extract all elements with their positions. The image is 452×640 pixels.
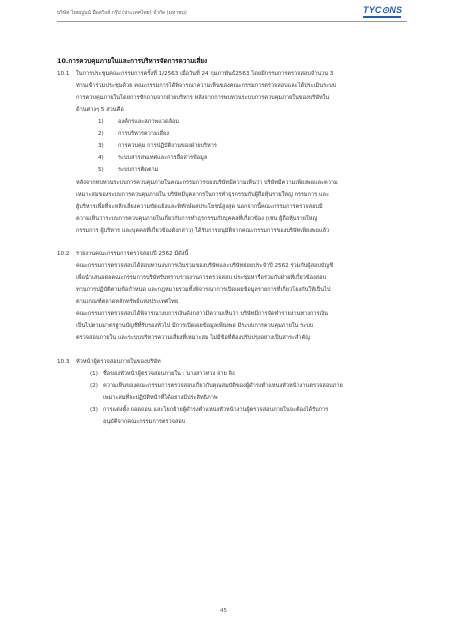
paragraph-line: ในการประชุมคณะกรรมการครั้งที่ 1/2563 เมื่อวันที่ 24 กุมภาพันธ์2563 โดยมีกรรมการตรวจสอบจำนวน 3 <box>76 71 334 77</box>
paragraph-line: ท่านเข้าร่วมประชุมด้วย คณะกรรมการได้พิจารณาความเห็นของคณะกรรมการตรวจสอบและได้ประเมินระบบ <box>76 83 337 89</box>
paragraph-line: ทานการปฏิบัติตามข้อกำหนด และกฎหมายรวมทั้งพิจารณาการเปิดเผยข้อมูลรายการที่เกี่ยวโยงกันให้เป็นไป <box>76 287 331 293</box>
list-item-number: (3) <box>90 407 98 413</box>
list-item: ความเห็นของคณะกรรมการตรวจสอบเกี่ยวกับคุณสมบัติของผู้ดำรงตำแหน่งหัวหน้างานตรวจสอบภาย <box>103 383 343 389</box>
paragraph-line: รายงานคณะกรรมการตรวจสอบปี 2562 มีดังนี้ <box>76 251 189 257</box>
list-item-number: 5) <box>98 167 104 173</box>
section-title: 10.การควบคุมภายในและการบริหารจัดการความเสี่ยง <box>57 57 208 65</box>
paragraph-line: ผู้บริหารเพื่อที่จะหลีกเลี่ยงความขัดแย้งและพิทักษ์ผลประโยชน์สูงสุด นอกจากนี้คณะกรรมการตรวจสอบมี <box>76 204 323 210</box>
subsection-number: 10.3 <box>57 359 70 365</box>
paragraph-line: ตามเกณฑ์ตลาดหลักทรัพย์แห่งประเทศไทย <box>76 299 179 305</box>
paragraph-line: เพื่อนำเสนอต่อคณะกรรมการบริษัทรับทราบรายงานการตรวจสอบ ประชุมหารือร่วมกับฝ่ายที่เกี่ยวข้องสอบ <box>76 275 327 281</box>
paragraph-line: ตรวจสอบภายใน และระบบบริหารความเสี่ยงที่เหมาะสม ไม่มีข้อที่ต้องปรับปรุงอย่างเป็นสาระสำคัญ <box>76 335 310 341</box>
paragraph-line: คณะกรรมการตรวจสอบได้พิจารณางบการเงินดังกล่าวมีความเห็นว่า บริษัทมีการจัดทำรายงานทางการเงิน <box>76 311 329 317</box>
company-logo: TYC⊙NS <box>363 5 403 15</box>
header-company-name: บริษัท ไทยญูนน์ มือสวิ่งส์ กรุ๊ป (ประเทศไทย) จำกัด (มหาชน) <box>57 10 187 16</box>
paragraph-line: เหมาะสมของระบบการควบคุมภายใน บริษัทมีบุคลากรในการทำธุรกรรมกับผู้ถือหุ้นรายใหญ่ กรรมการ และ <box>76 192 329 198</box>
list-item-continuation: อนุมัติจากคณะกรรมการตรวจสอบ <box>103 419 186 425</box>
list-item: ระบบการติดตาม <box>118 167 159 173</box>
paragraph-line: ความเห็นว่าระบบการควบคุมภายในเกี่ยวกับการทำธุรกรรมกับบุคคลที่เกี่ยวข้อง (เช่น ผู้ถือหุ้นรายใหญ่ <box>76 216 318 222</box>
paragraph-line: กรรมการ ผู้บริหาร และบุคคลที่เกี่ยวข้องดังกล่าว) ได้รับการอนุมัติจากคณะกรรมการของบริษัทเพียงพอแล้ว <box>76 228 330 234</box>
logo-underline <box>363 16 401 18</box>
paragraph-line: การควบคุมภายในโดยการซักถามจากฝ่ายบริหาร หลังจากการพบทวนระบบการควบคุมภายในของบริษัทใน <box>76 95 330 101</box>
header-divider <box>57 21 407 22</box>
list-item: การควบคุม การปฏิบัติงานของฝ่ายบริหาร <box>118 143 217 149</box>
list-item-number: 2) <box>98 131 104 137</box>
list-item: การบริหารความเสี่ยง <box>118 131 169 137</box>
list-item: องค์กรและสภาพแวดล้อม <box>118 119 180 125</box>
list-item-number: 1) <box>98 119 104 125</box>
paragraph-line: เป็นไปตามมาตรฐานบัญชีที่รับรองทั่วไป มีการเปิดเผยข้อมูลเพียงพอ มีระบบการควบคุมภายใน ระบบ <box>76 323 314 329</box>
subsection-number: 10.1 <box>57 71 70 77</box>
paragraph-line: หลังจากทบทวนระบบการควบคุมภายในคณะกรรมการของบริษัทมีความเห็นว่า บริษัทมีความเพียงพอและความ <box>76 180 338 186</box>
subsection-number: 10.2 <box>57 251 70 257</box>
list-item-continuation: เพมาะสมที่จะปฏิบัติหน้าที่ได้อย่างมีประสิทธิภาพ <box>103 395 218 401</box>
list-item: ระบบสารสนเทศและการสื่อสารข้อมูล <box>118 155 208 161</box>
list-item: การแต่งตั้ง ถอดถอน และโยกย้ายผู้ดำรงตำแหน่งหัวหน้างานผู้ตรวจสอบภายในจะต้องได้รับการ <box>103 407 329 413</box>
paragraph-line: คณะกรรมการตรวจสอบได้สอบทานงบการเงินรวมของบริษัทและบริษัทย่อยประจำปี 2562 ร่วมกับผู้สอบบัญชี <box>76 263 334 269</box>
list-item-number: (2) <box>90 383 98 389</box>
paragraph-line: ด้านต่างๆ 5 ส่วนคือ <box>76 107 124 113</box>
list-item-number: (1) <box>90 371 98 377</box>
list-item-number: 4) <box>98 155 104 161</box>
list-item-number: 3) <box>98 143 104 149</box>
page-number: 45 <box>220 608 227 614</box>
list-item: ชื่อของหัวหน้าผู้ตรวจสอบภายใน : นางสาวทวง จ่าย ลิง <box>103 371 235 377</box>
subsection-title: หัวหน้าผู้ตรวจสอบภายในของบริษัท <box>76 359 161 365</box>
